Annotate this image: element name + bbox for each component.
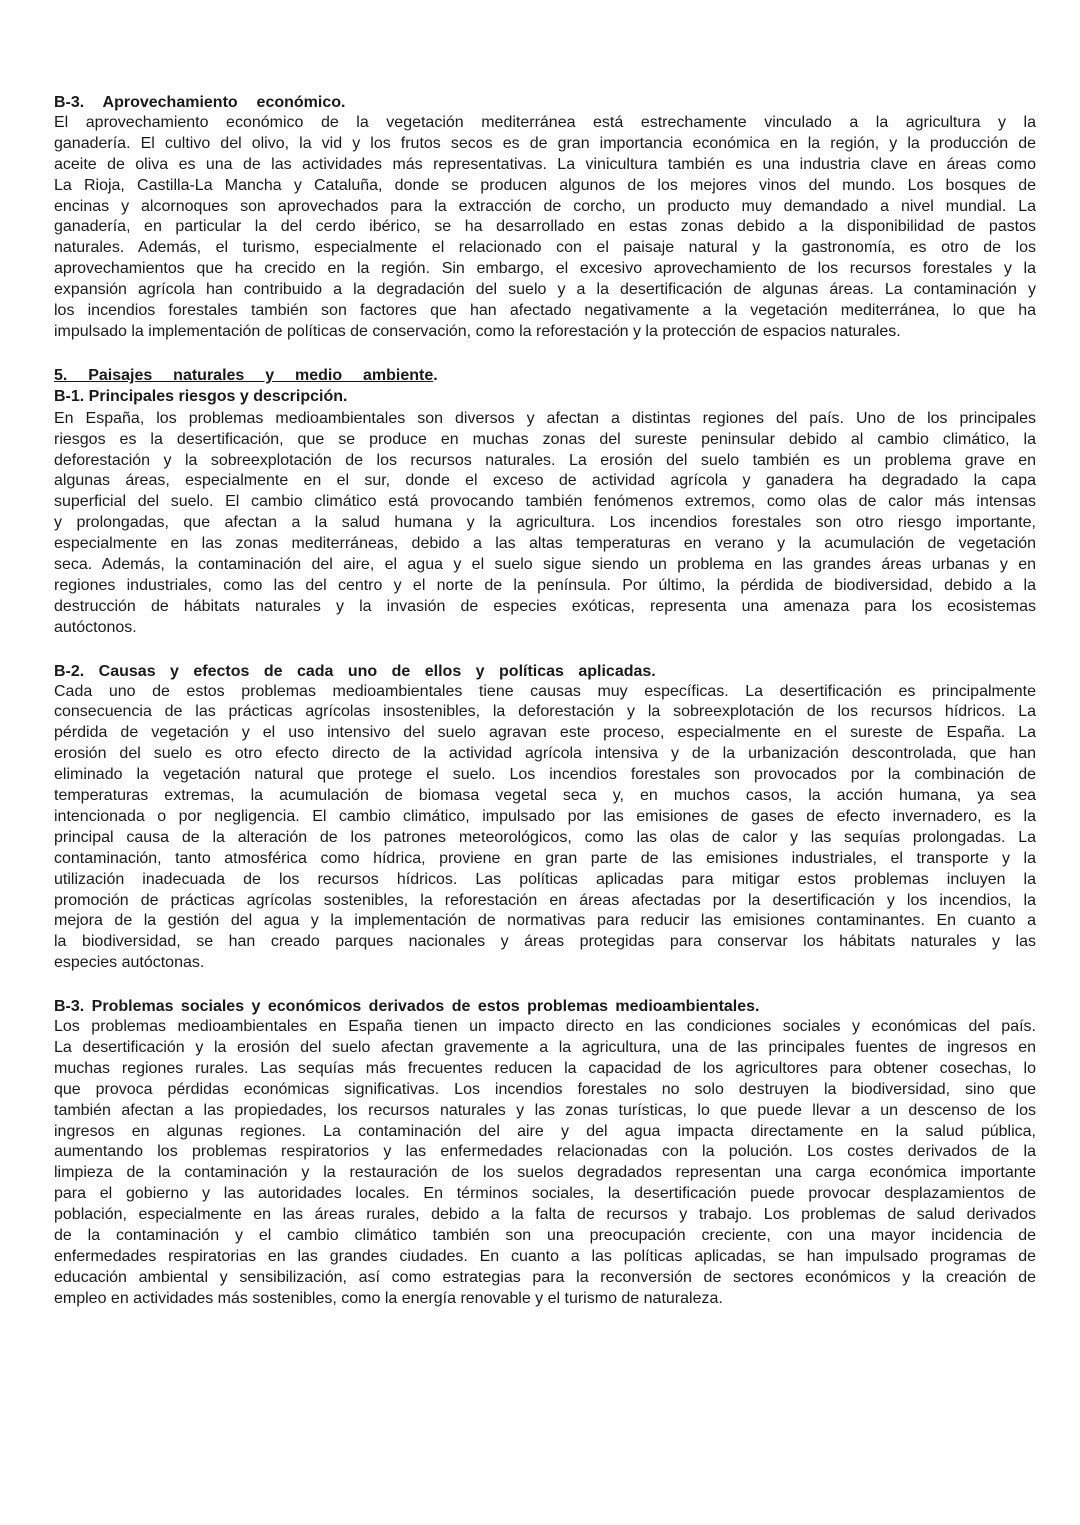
text-line: especies autóctonas.	[54, 954, 205, 972]
text-line: y prolongadas, que afectan a la salud humana y la agricultura. Los incendios forestales son otro riesgo importante,	[54, 514, 1036, 532]
text-line: la biodiversidad, se han creado parques nacionales y áreas protegidas para conservar los hábitats naturales y las	[54, 933, 1036, 951]
text-line: El aprovechamiento económico de la vegetación mediterránea está estrechamente vinculado a la agricultura y la	[54, 114, 1036, 131]
paragraph	[54, 409, 1036, 639]
text-line: pérdida de vegetación y el uso intensivo del suelo agravan este proceso, especialmente en el sureste de España. La	[54, 724, 1036, 742]
text-line: regiones industriales, como las del centro y el norte de la península. Por último, la pérdida de biodiversidad, debido a la	[54, 576, 1036, 594]
text-line: que provoca pérdidas económicas significativas. Los incendios forestales no solo destruyen la biodiversidad, sino que	[54, 1080, 1036, 1098]
chapter-title	[54, 365, 1036, 386]
text-line: empleo en actividades más sostenibles, como la energía renovable y el turismo de naturaleza.	[54, 1289, 723, 1307]
spacer	[54, 343, 1036, 365]
text-line: para el gobierno y las autoridades locales. En términos sociales, la desertificación puede provocar desplazamientos de	[54, 1185, 1036, 1203]
paragraph	[54, 113, 1036, 343]
section-heading: B-2. Causas y efectos de cada uno de ellos y políticas aplicadas.	[54, 662, 656, 680]
text-line: Los problemas medioambientales en España tienen un impacto directo en las condiciones sociales y económicas del país.	[54, 1018, 1036, 1036]
chapter-title-text: 5. Paisajes naturales y medio ambiente	[54, 366, 434, 384]
text-line: limpieza de la contaminación y la restauración de los suelos degradados representan una carga económica importante	[54, 1164, 1036, 1182]
text-line: impulsado la implementación de políticas de conservación, como la reforestación y la protección de espacios naturales.	[54, 322, 901, 340]
text-line: principal causa de la alteración de los patrones meteorológicos, como las olas de calor y las sequías prolongadas. La	[54, 828, 1036, 846]
text-line: algunas áreas, especialmente en el sur, donde el exceso de actividad agrícola y ganadera ha degradado la capa	[54, 472, 1036, 490]
text-line: muchas regiones rurales. Las sequías más frecuentes reducen la capacidad de los agricultores para obtener cosechas, lo	[54, 1059, 1036, 1077]
text-line: de la contaminación y el cambio climático también son una preocupación creciente, con una mayor incidencia de	[54, 1226, 1036, 1244]
section-heading: B-3. Problemas sociales y económicos derivados de estos problemas medioambientales.	[54, 998, 760, 1016]
text-line: intencionada o por negligencia. El cambio climático, impulsado por las emisiones de gases de efecto invernadero, es la	[54, 807, 1036, 825]
text-line: superficial del suelo. El cambio climático está provocando también fenómenos extremos, como olas de calor más intensas	[54, 493, 1036, 511]
text-line: consecuencia de las prácticas agrícolas insostenibles, la deforestación y la sobreexplotación de los recursos hídricos. La	[54, 703, 1036, 721]
text-line: ingresos en algunas regiones. La contaminación del aire y del agua impacta directamente en la salud pública,	[54, 1122, 1036, 1140]
text-line: autóctonos.	[54, 618, 137, 636]
text-line: expansión agrícola han contribuido a la degradación del suelo y a la desertificación de algunas áreas. La contaminación y	[54, 281, 1036, 299]
document-page	[54, 92, 1036, 1310]
section-aprovechamiento-economico	[54, 92, 1036, 343]
text-line: contaminación, tanto atmosférica como hídrica, proviene en gran parte de las emisiones industriales, el transporte y la	[54, 849, 1036, 867]
section-causas-efectos	[54, 661, 1036, 974]
text-line: naturales. Además, el turismo, especialmente el relacionado con el paisaje natural y la gastronomía, es otro de los	[54, 239, 1036, 257]
paragraph	[54, 1017, 1036, 1309]
text-line: eliminado la vegetación natural que protege el suelo. Los incendios forestales son provocados por la combinación de	[54, 766, 1036, 784]
text-line: aceite de oliva es una de las actividades más representativas. La vinicultura también es una industria clave en áreas como	[54, 155, 1036, 173]
text-line: también afectan a las propiedades, los recursos naturales y las zonas turísticas, lo que puede llevar a un descenso de los	[54, 1101, 1036, 1119]
text-line: ganadería, en particular la del cerdo ibérico, se ha desarrollado en estas zonas debido a la disponibilidad de pastos	[54, 218, 1036, 236]
text-line: aprovechamientos que ha crecido en la región. Sin embargo, el excesivo aprovechamiento de los recursos forestales y la	[54, 260, 1036, 278]
spacer	[54, 639, 1036, 661]
text-line: temperaturas extremas, la acumulación de biomasa vegetal seca y, en muchos casos, la acción humana, ya sea	[54, 787, 1036, 805]
chapter-title-period: .	[433, 366, 438, 384]
text-line: ganadería. El cultivo del olivo, la vid y los frutos secos es de gran importancia económica en la región, y la producción de	[54, 134, 1036, 152]
text-line: encinas y alcornoques son aprovechados para la extracción de corcho, un producto muy demandado a nivel mundial. La	[54, 197, 1036, 215]
text-line: aumentando los problemas respiratorios y las enfermedades relacionadas con la polución. Los costes derivados de la	[54, 1143, 1036, 1161]
section-heading: B-3. Aprovechamiento económico.	[54, 94, 346, 111]
text-line: La desertificación y la erosión del suelo afectan gravemente a la agricultura, una de las principales fuentes de ingresos en	[54, 1038, 1036, 1056]
text-line: enfermedades respiratorias en las grandes ciudades. En cuanto a las políticas aplicadas, se han impulsado programas de	[54, 1247, 1036, 1265]
text-line: destrucción de hábitats naturales y la invasión de especies exóticas, representa una amenaza para los ecosistemas	[54, 597, 1036, 615]
text-line: La Rioja, Castilla-La Mancha y Cataluña, donde se producen algunos de los mejores vinos del mundo. Los bosques de	[54, 176, 1036, 194]
text-line: población, especialmente en las áreas rurales, debido a la falta de recursos y trabajo. Los problemas de salud derivados	[54, 1206, 1036, 1224]
text-line: promoción de prácticas agrícolas sostenibles, la reforestación en áreas afectadas por la desertificación y los incendios, la	[54, 891, 1036, 909]
text-line: mejora de la gestión del agua y la implementación de normativas para reducir las emisiones contaminantes. En cuanto a	[54, 912, 1036, 930]
section-heading: B-1. Principales riesgos y descripción.	[54, 387, 348, 405]
text-line: En España, los problemas medioambientales son diversos y afectan a distintas regiones del país. Uno de los principales	[54, 409, 1036, 427]
text-line: especialmente en las zonas mediterráneas, debido a las altas temperaturas en verano y la acumulación de vegetación	[54, 535, 1036, 553]
spacer	[54, 974, 1036, 996]
section-problemas-sociales	[54, 996, 1036, 1309]
text-line: seca. Además, la contaminación del aire, el agua y el suelo sigue siendo un problema en las grandes áreas urbanas y en	[54, 556, 1036, 574]
text-line: riesgos es la desertificación, que se produce en muchas zonas del sureste peninsular debido al cambio climático, la	[54, 430, 1036, 448]
paragraph	[54, 682, 1036, 974]
text-line: los incendios forestales también son factores que han afectado negativamente a la vegetación mediterránea, lo que ha	[54, 302, 1036, 320]
text-line: Cada uno de estos problemas medioambientales tiene causas muy específicas. La desertificación es principalmente	[54, 682, 1036, 700]
text-line: utilización inadecuada de los recursos hídricos. Las políticas aplicadas para mitigar estos problemas incluyen la	[54, 870, 1036, 888]
section-paisajes-naturales	[54, 365, 1036, 639]
text-line: deforestación y la sobreexplotación de los recursos naturales. La erosión del suelo también es un problema grave en	[54, 451, 1036, 469]
text-line: erosión del suelo es otro efecto directo de la actividad agrícola intensiva y de la urbanización descontrolada, que han	[54, 745, 1036, 763]
text-line: educación ambiental y sensibilización, así como estrategias para la reconversión de sectores económicos y la creación de	[54, 1268, 1036, 1286]
